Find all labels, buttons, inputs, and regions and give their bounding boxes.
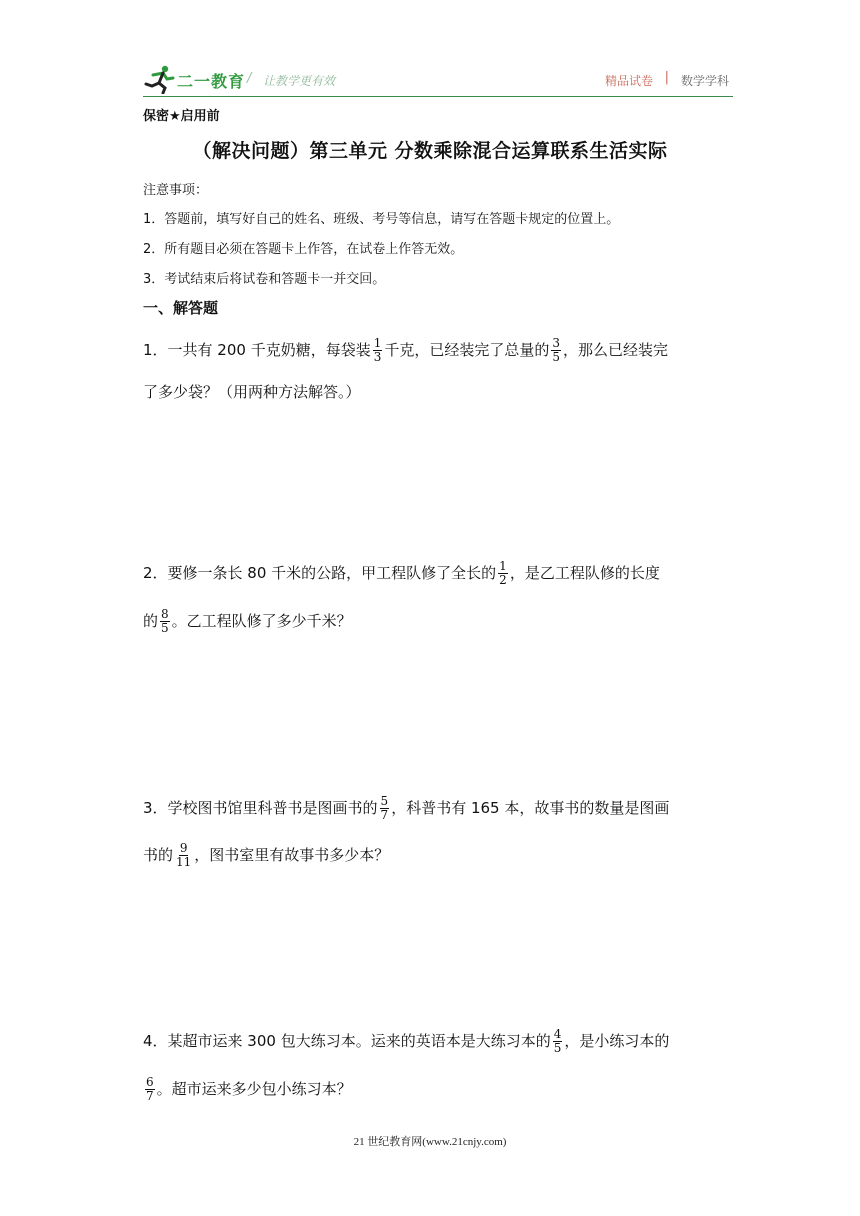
question-text: 。超市运来多少包小练习本？: [156, 1080, 352, 1098]
question-text: 2．要修一条长 80 千米的公路，甲工程队修了全长的: [143, 564, 497, 582]
question-text: 4．某超市运来 300 包大练习本。运来的英语本是大练习本的: [143, 1032, 551, 1050]
header-divider: [143, 96, 733, 97]
question-text: 3．学校图书馆里科普书是图画书的: [143, 799, 378, 817]
logo-text: 二一教育: [177, 72, 246, 91]
question-1-line-1: [143, 337, 735, 364]
question-text: ，科普书有 165 本，故事书的数量是图画: [391, 799, 670, 817]
question-1-line-2: [143, 382, 735, 402]
fraction: $\frac{9}{11}$: [176, 841, 192, 869]
tag-premium: 精品试卷: [604, 74, 653, 88]
question-4-line-2: [143, 1076, 735, 1103]
section-title: 一、解答题: [143, 299, 219, 317]
question-text: 1．一共有 200 千克奶糖，每袋装: [143, 341, 371, 359]
question-text: 了多少袋？（用两种方法解答。）: [143, 383, 361, 401]
question-text: ，图书室里有故事书多少本？: [194, 846, 390, 864]
page-header: [143, 64, 733, 98]
question-4-line-1: [143, 1028, 735, 1055]
page-footer: 21 世纪教育网(www.21cnjy.com): [353, 1136, 507, 1148]
question-3-line-1: [143, 795, 735, 822]
question-text: 千克，已经装完了总量的: [384, 341, 550, 359]
fraction: $\frac{8}{5}$: [161, 607, 169, 635]
fraction: $\frac{6}{7}$: [146, 1075, 154, 1103]
fraction: $\frac{1}{2}$: [499, 559, 507, 587]
question-text: ，那么已经装完: [563, 341, 669, 359]
page-title: （解决问题）第三单元 分数乘除混合运算联系生活实际: [192, 140, 668, 162]
question-text: 书的: [143, 846, 174, 864]
question-3-line-2: [143, 842, 735, 869]
question-2-line-2: [143, 608, 735, 635]
slogan-separator: /: [247, 71, 252, 86]
question-text: 。乙工程队修了多少千米？: [171, 612, 352, 630]
fraction: $\frac{1}{3}$: [373, 336, 382, 364]
question-2-line-1: [143, 560, 735, 587]
fraction: $\frac{3}{5}$: [552, 336, 561, 364]
note-item: 2．所有题目必须在答题卡上作答，在试卷上作答无效。: [143, 242, 464, 257]
fraction: $\frac{4}{5}$: [553, 1027, 562, 1055]
tag-separator: |: [664, 70, 669, 85]
question-text: ，是乙工程队修的长度: [509, 564, 660, 582]
secret-label: 保密★启用前: [143, 109, 220, 124]
runner-logo-icon: [143, 64, 177, 94]
fraction: $\frac{5}{7}$: [380, 794, 389, 822]
question-text: ，是小练习本的: [564, 1032, 670, 1050]
notes-heading: 注意事项：: [143, 183, 209, 198]
question-text: 的: [143, 612, 159, 630]
slogan: 让教学更有效: [263, 74, 336, 88]
tag-subject: 数学学科: [680, 74, 729, 88]
note-item: 3．考试结束后将试卷和答题卡一并交回。: [143, 272, 386, 287]
note-item: 1．答题前，填写好自己的姓名、班级、考号等信息，请写在答题卡规定的位置上。: [143, 212, 620, 227]
